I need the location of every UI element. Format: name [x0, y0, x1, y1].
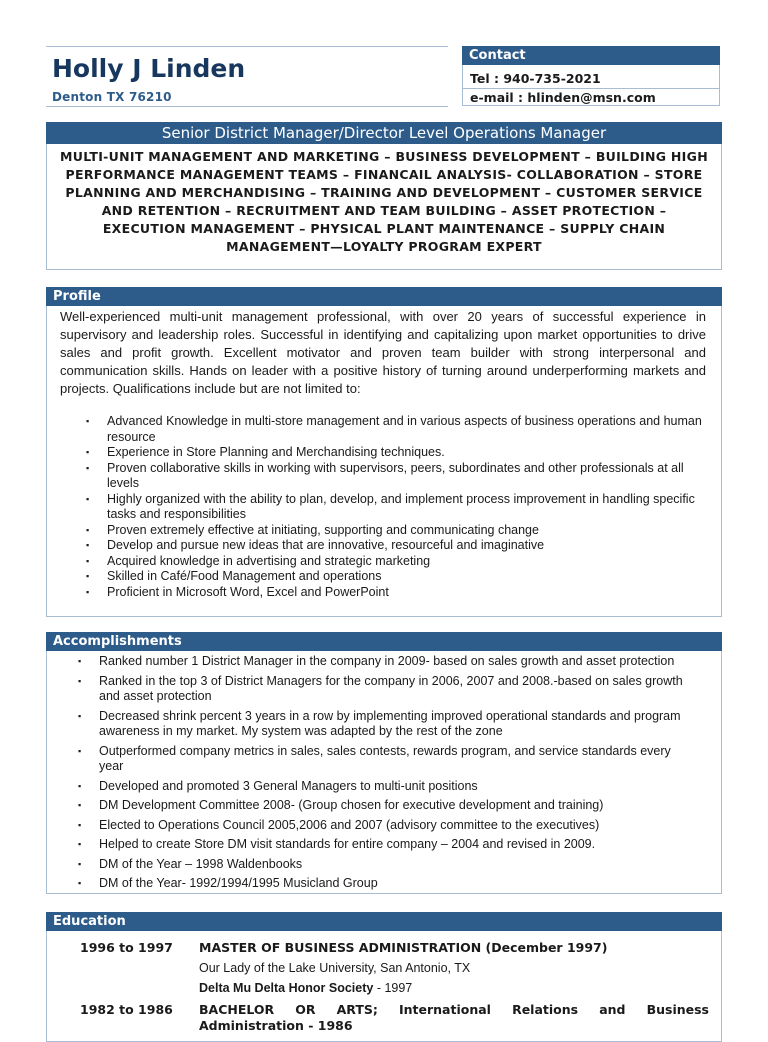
list-item: ▪ DM of the Year – 1998 Waldenbooks: [78, 856, 303, 871]
education-years: 1982 to 1986: [80, 1002, 173, 1017]
accomplishments-list: [78, 654, 698, 896]
list-item: ▪ Ranked number 1 District Manager in the company in 2009- based on sales growth and asset protection: [78, 654, 675, 668]
list-item: ▪ Outperformed company metrics in sales, sales contests, rewards program, and service standards every year: [78, 743, 671, 773]
bullet-icon: ▪: [78, 656, 82, 666]
list-item: ▪ DM of the Year- 1992/1994/1995 Musicland Group: [78, 876, 378, 890]
list-item: ▪ Proven collaborative skills in working with supervisors, peers, subordinates and other professionals at all levels: [86, 460, 684, 490]
bullet-icon: ▪: [86, 571, 90, 581]
education-degree: MASTER OF BUSINESS ADMINISTRATION (December 1997): [199, 940, 608, 955]
candidate-name: Holly J Linden: [52, 54, 246, 83]
list-item: ▪ Decreased shrink percent 3 years in a row by implementing improved operational standards and program awareness in my market. My system was adapted by the rest of the zone: [78, 708, 681, 738]
list-item: ▪ Helped to create Store DM visit standards for entire company – 2004 and revised in 2009.: [78, 837, 596, 851]
bullet-icon: ▪: [78, 839, 82, 849]
contact-email: e-mail : hlinden@msn.com: [470, 90, 656, 105]
profile-list: [86, 414, 706, 600]
education-years: 1996 to 1997: [80, 940, 173, 955]
list-item: ▪ Acquired knowledge in advertising and strategic marketing: [86, 553, 431, 568]
contact-phone: Tel : 940-735-2021: [470, 71, 601, 86]
headline-title: Senior District Manager/Director Level Operations Manager: [46, 122, 722, 144]
list-item: ▪ Skilled in Café/Food Management and operations: [86, 569, 382, 583]
education-heading: Education: [46, 912, 722, 931]
bullet-icon: ▪: [86, 493, 90, 504]
bullet-icon: ▪: [86, 555, 90, 566]
header-bottom-rule: [46, 106, 448, 107]
bullet-icon: ▪: [86, 416, 90, 426]
education-honor: Delta Mu Delta Honor Society - 1997: [199, 981, 413, 995]
bullet-icon: ▪: [86, 447, 90, 457]
list-item: ▪ Proven extremely effective at initiating, supporting and communicating change: [86, 522, 539, 537]
contact-divider: [462, 88, 720, 89]
bullet-icon: ▪: [78, 858, 82, 869]
bullet-icon: ▪: [78, 710, 82, 721]
bullet-icon: ▪: [86, 462, 90, 473]
header-top-rule: [46, 46, 448, 47]
bullet-icon: ▪: [86, 586, 90, 597]
bullet-icon: ▪: [78, 800, 82, 810]
list-item: ▪ Develop and pursue new ideas that are innovative, resourceful and imaginative: [86, 538, 545, 552]
list-item: ▪ Ranked in the top 3 of District Managers for the company in 2006, 2007 and 2008.-based on sales growth and asset protection: [78, 673, 683, 703]
list-item: ▪ Advanced Knowledge in multi-store management and in various aspects of business operations and human resource: [86, 414, 702, 444]
list-item: ▪ Highly organized with the ability to plan, develop, and implement process improvement in handling specific tasks and responsibilities: [86, 491, 695, 521]
list-item: ▪ Elected to Operations Council 2005,2006 and 2007 (advisory committee to the executives): [78, 817, 600, 832]
education-school: Our Lady of the Lake University, San Antonio, TX: [199, 961, 471, 975]
contact-heading: Contact: [462, 46, 720, 65]
bullet-icon: ▪: [86, 524, 90, 535]
list-item: ▪ Proficient in Microsoft Word, Excel and PowerPoint: [86, 584, 389, 599]
list-item: ▪ Experience in Store Planning and Merchandising techniques.: [86, 445, 445, 459]
profile-paragraph: Well-experienced multi-unit management professional, with over 20 years of successful experience in supervisory and leadership roles. Successful in identifying and capitalizing upon market opportunities to drive sales and profit growth. Excellent motivator and proven team builder with strong interpersonal and communication skills. Hands on leader with a positive history of turning around underperforming markets and projects. Qualifications include but are not limited to:: [60, 309, 706, 396]
profile-heading: Profile: [46, 287, 722, 306]
candidate-location: Denton TX 76210: [52, 90, 172, 104]
education-degree: BACHELOR OR ARTS; International Relations and Business Administration - 1986: [199, 1002, 709, 1033]
bullet-icon: ▪: [78, 745, 82, 756]
bullet-icon: ▪: [78, 819, 82, 830]
bullet-icon: ▪: [86, 540, 90, 550]
accomplishments-heading: Accomplishments: [46, 632, 722, 651]
headline-summary: MULTI-UNIT MANAGEMENT AND MARKETING – BUSINESS DEVELOPMENT – BUILDING HIGH PERFORMANCE MANAGEMENT TEAMS – FINANCAIL ANALYSIS- COLLABORATION – STORE PLANNING AND MERCHANDISING – TRAINING AND DEVELOPMENT – CUSTOMER SERVICE AND RETENTION – RECRUITMENT AND TEAM BUILDING – ASSET PROTECTION – EXECUTION MANAGEMENT – PHYSICAL PLANT MAINTENANCE – SUPPLY CHAIN MANAGEMENT—LOYALTY PROGRAM EXPERT: [60, 149, 708, 254]
list-item: ▪ Developed and promoted 3 General Managers to multi-unit positions: [78, 778, 478, 793]
bullet-icon: ▪: [78, 878, 82, 888]
bullet-icon: ▪: [78, 780, 82, 791]
bullet-icon: ▪: [78, 675, 82, 686]
list-item: ▪ DM Development Committee 2008- (Group chosen for executive development and training): [78, 798, 604, 812]
